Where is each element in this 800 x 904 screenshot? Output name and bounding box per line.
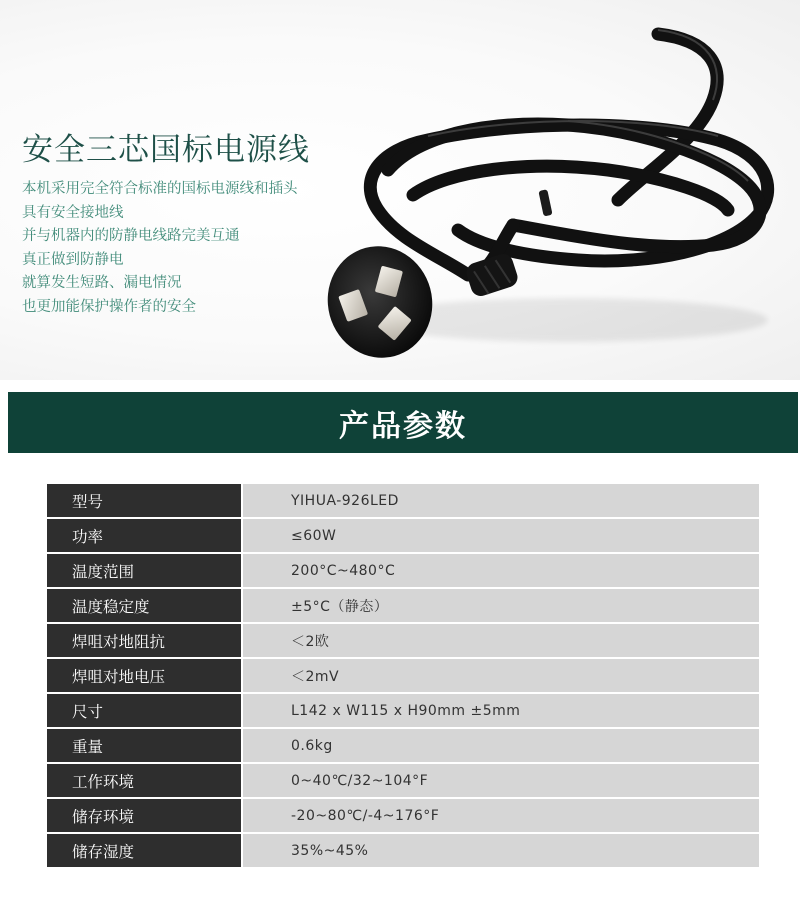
spec-row bbox=[47, 659, 759, 692]
hero-banner bbox=[0, 0, 800, 380]
spec-row bbox=[47, 729, 759, 762]
spec-label: 储存湿度 bbox=[47, 834, 241, 867]
spec-row bbox=[47, 799, 759, 832]
spec-label: 工作环境 bbox=[47, 764, 241, 797]
spec-label: 焊咀对地电压 bbox=[47, 659, 241, 692]
section-title: 产品参数 bbox=[339, 408, 467, 444]
spec-row bbox=[47, 694, 759, 727]
spec-row bbox=[47, 484, 759, 517]
spec-value: ＜2欧 bbox=[243, 624, 759, 657]
spec-row bbox=[47, 519, 759, 552]
spec-row bbox=[47, 764, 759, 797]
hero-title: 安全三芯国标电源线 bbox=[22, 132, 310, 168]
hero-line: 真正做到防静电 bbox=[22, 251, 124, 268]
spec-label: 储存环境 bbox=[47, 799, 241, 832]
spec-value: 35%~45% bbox=[243, 834, 759, 867]
spec-label: 尺寸 bbox=[47, 694, 241, 727]
hero-line: 就算发生短路、漏电情况 bbox=[22, 275, 182, 291]
spec-row bbox=[47, 624, 759, 657]
hero-description bbox=[22, 178, 298, 319]
hero-line: 也更加能保护操作者的安全 bbox=[22, 298, 196, 315]
spec-row bbox=[47, 554, 759, 587]
hero-line: 并与机器内的防静电线路完美互通 bbox=[22, 228, 240, 244]
hero-line: 具有安全接地线 bbox=[22, 204, 124, 221]
spec-table bbox=[47, 484, 759, 869]
spec-label: 温度稳定度 bbox=[47, 589, 241, 622]
spec-label: 焊咀对地阻抗 bbox=[47, 624, 241, 657]
spec-row bbox=[47, 834, 759, 867]
spec-label: 功率 bbox=[47, 519, 241, 552]
spec-value: ≤60W bbox=[243, 519, 759, 552]
spec-label: 型号 bbox=[47, 484, 241, 517]
spec-value: L142 x W115 x H90mm ±5mm bbox=[243, 694, 759, 727]
section-banner bbox=[8, 392, 798, 453]
hero-line: 本机采用完全符合标准的国标电源线和插头 bbox=[22, 181, 298, 197]
spec-value: 0.6kg bbox=[243, 729, 759, 762]
spec-label: 重量 bbox=[47, 729, 241, 762]
spec-row bbox=[47, 589, 759, 622]
spec-value: 200°C~480°C bbox=[243, 554, 759, 587]
spec-value: ±5°C（静态） bbox=[243, 589, 759, 622]
spec-value: ＜2mV bbox=[243, 659, 759, 692]
power-cable-image bbox=[318, 20, 800, 365]
spec-value: 0~40℃/32~104°F bbox=[243, 764, 759, 797]
spec-value: YIHUA-926LED bbox=[243, 484, 759, 517]
spec-label: 温度范围 bbox=[47, 554, 241, 587]
spec-value: -20~80℃/-4~176°F bbox=[243, 799, 759, 832]
